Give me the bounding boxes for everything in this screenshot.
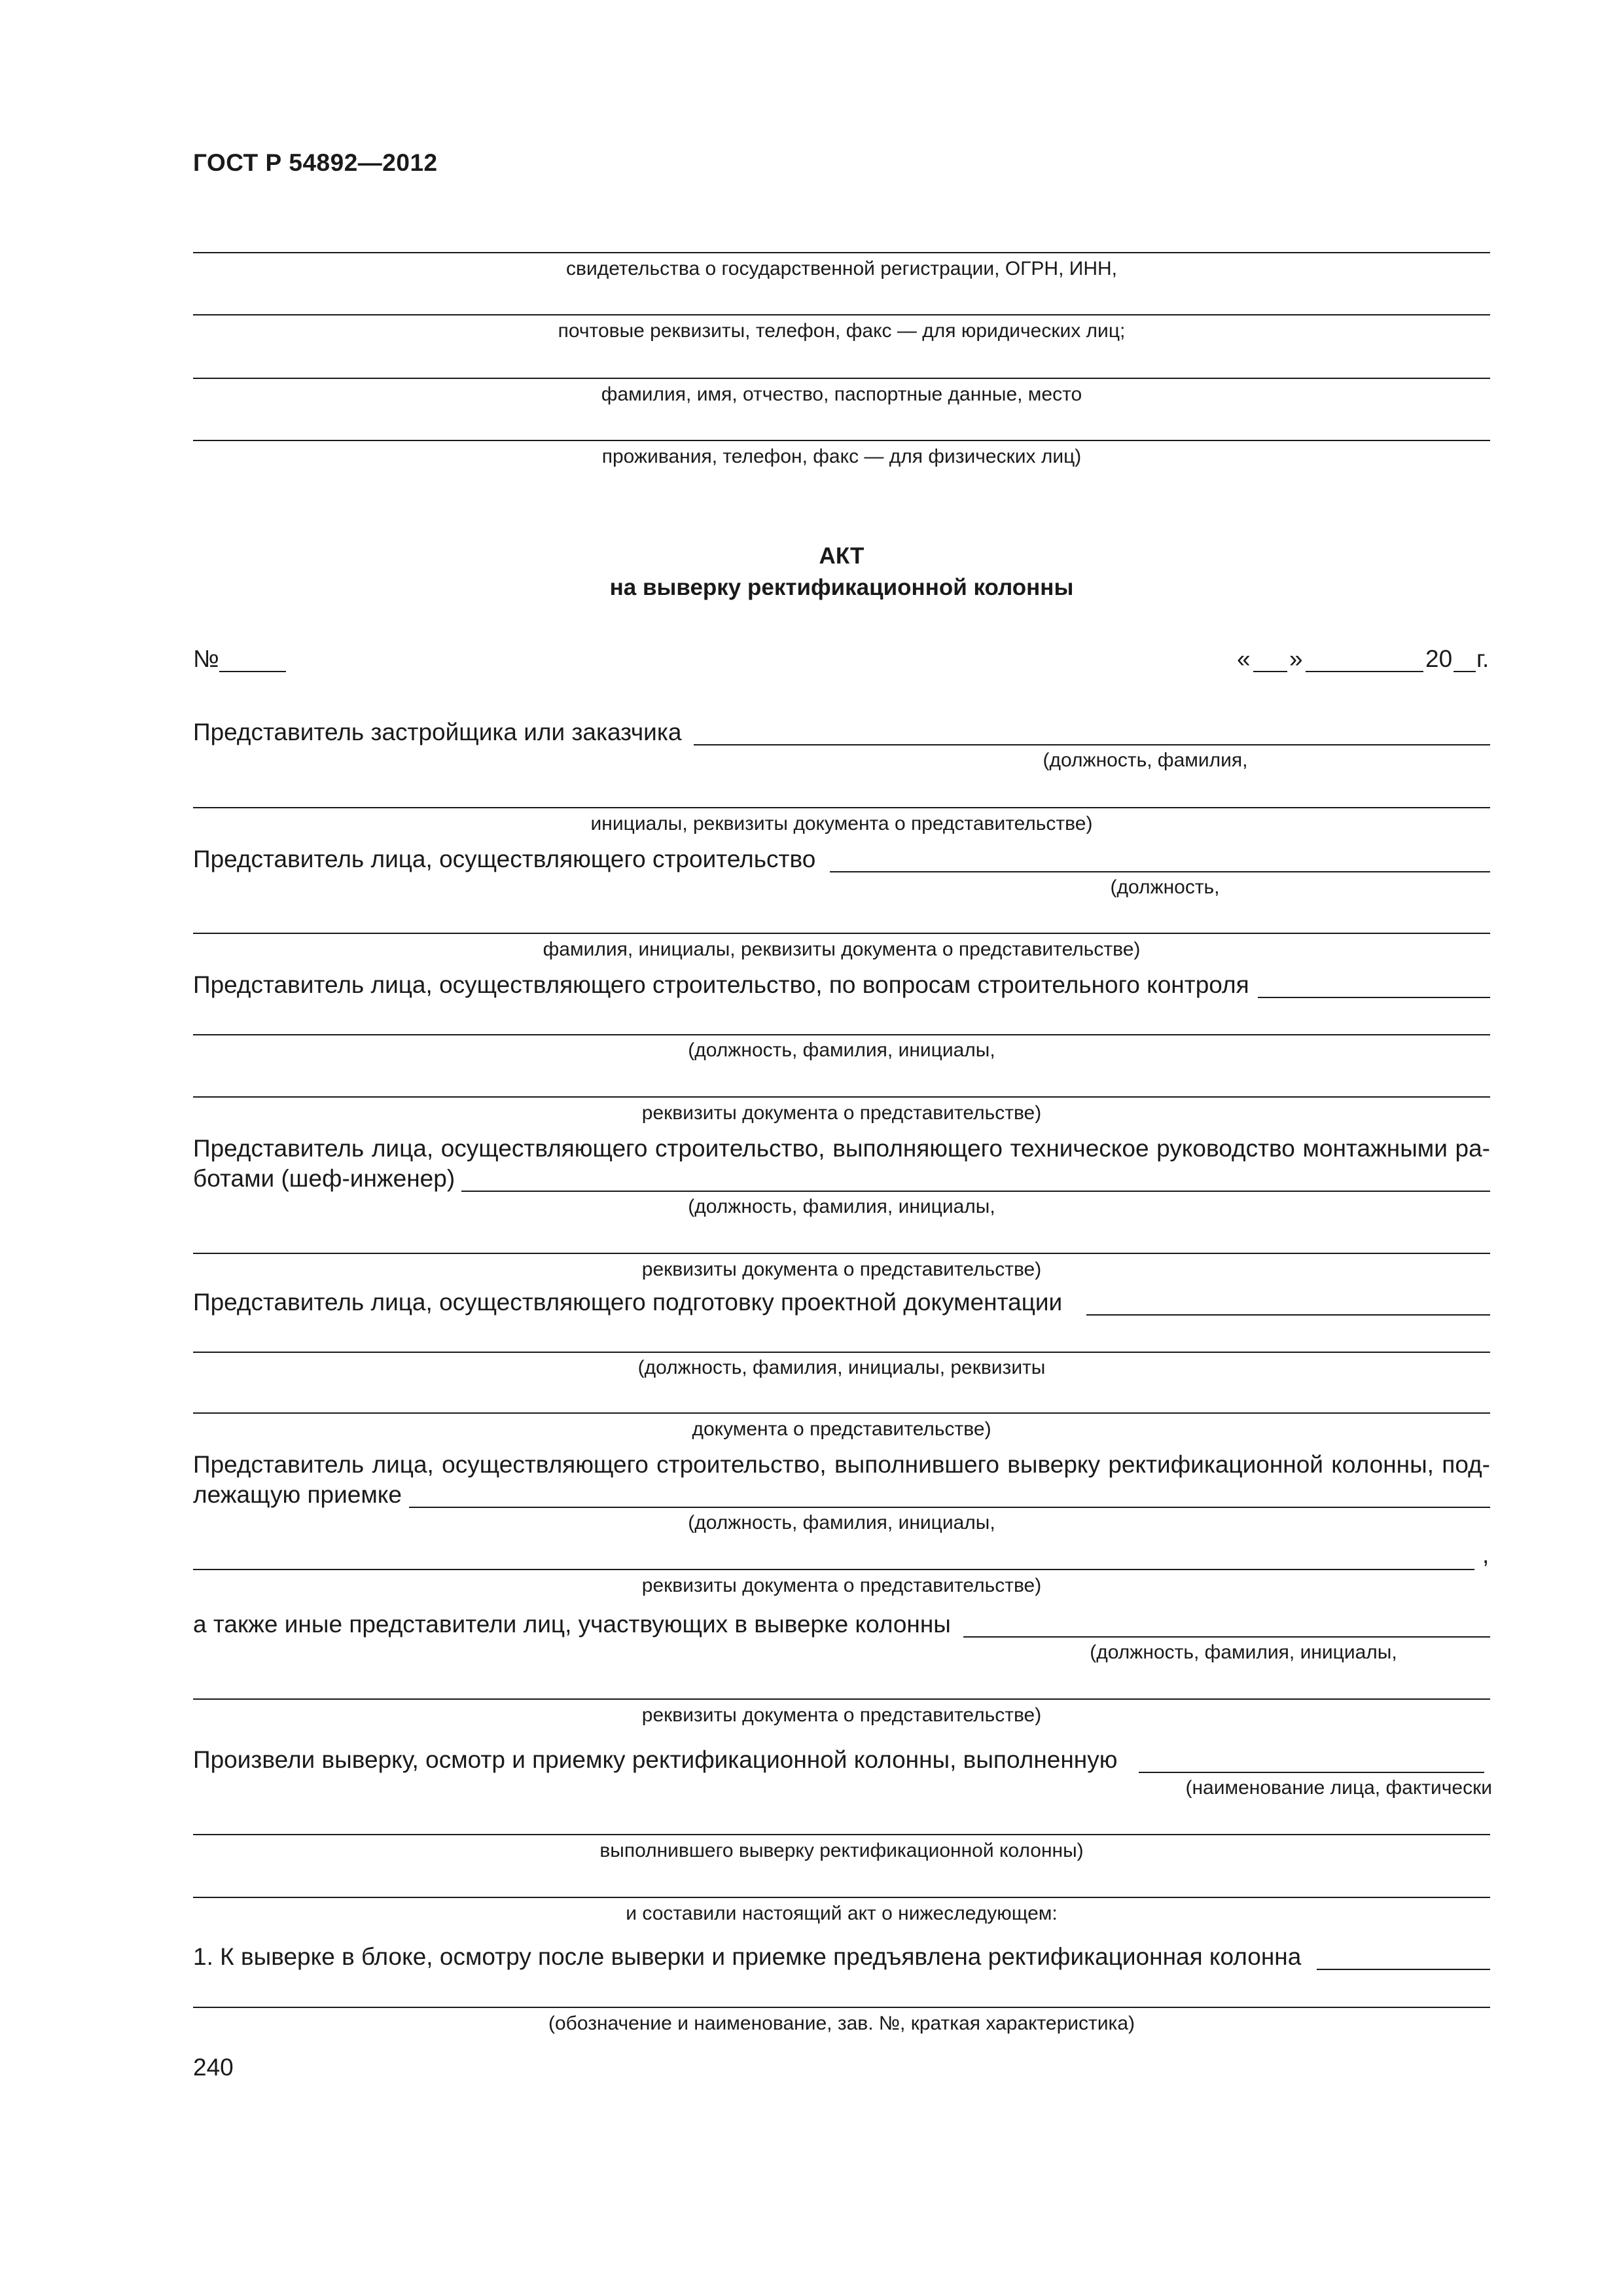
date-year-suffix: г.: [1476, 645, 1489, 672]
designer-rep-field-2[interactable]: [193, 1352, 1490, 1353]
item-1-field[interactable]: [1317, 1969, 1490, 1970]
date-year-field[interactable]: [1454, 671, 1476, 672]
chief-engineer-field[interactable]: [461, 1191, 1490, 1192]
builder-rep-field-2[interactable]: [193, 933, 1490, 934]
chief-engineer-label-line-1: Представитель лица, осуществляющего строительство, выполняющего техническое руководство монтажными ра-: [193, 1135, 1490, 1162]
chief-engineer-caption-2: реквизиты документа о представительстве): [641, 1259, 1042, 1280]
other-reps-caption-1: (должность, фамилия, инициалы,: [1090, 1641, 1397, 1663]
date-year-prefix: 20: [1425, 645, 1453, 672]
developer-rep-label: Представитель застройщика или заказчика: [193, 719, 682, 745]
designer-rep-caption-2: документа о представительстве): [692, 1418, 991, 1440]
date-close-quote: »: [1289, 645, 1303, 672]
developer-rep-field-2[interactable]: [193, 807, 1490, 808]
requisites-caption-3: фамилия, имя, отчество, паспортные данные, место: [601, 384, 1082, 405]
chief-engineer-field-2[interactable]: [193, 1253, 1490, 1254]
control-rep-field-2[interactable]: [193, 1034, 1490, 1035]
chief-engineer-label-line-2: ботами (шеф-инженер): [193, 1165, 455, 1192]
chief-engineer-caption-1: (должность, фамилия, инициалы,: [688, 1196, 995, 1217]
date-open-quote: «: [1237, 645, 1251, 672]
item-1-caption: (обозначение и наименование, зав. №, краткая характеристика): [548, 2013, 1135, 2034]
item-1-label: 1. К выверке в блоке, осмотру после выверки и приемке предъявлена ректификационная колонна: [193, 1943, 1302, 1970]
requisites-caption-1: свидетельства о государственной регистрации, ОГРН, ИНН,: [566, 258, 1117, 279]
requisites-caption-2: почтовые реквизиты, телефон, факс — для юридических лиц;: [558, 320, 1126, 342]
requisites-line-3[interactable]: [193, 378, 1490, 379]
designer-rep-field-3[interactable]: [193, 1412, 1490, 1414]
builder-rep-caption-1: (должность,: [1110, 876, 1220, 898]
designer-rep-field[interactable]: [1086, 1314, 1490, 1316]
developer-rep-caption-2: инициалы, реквизиты документа о представительстве): [590, 813, 1093, 834]
performed-caption-1: (наименование лица, фактически: [1185, 1777, 1492, 1799]
builder-rep-field[interactable]: [830, 871, 1490, 872]
performed-caption-2: выполнившего выверку ректификационной колонны): [599, 1840, 1084, 1861]
performed-field[interactable]: [1139, 1772, 1484, 1773]
performed-field-2[interactable]: [193, 1834, 1490, 1835]
performer-rep-field-2[interactable]: [193, 1569, 1474, 1570]
date-month-field[interactable]: [1306, 671, 1423, 672]
builder-rep-label: Представитель лица, осуществляющего строительство: [193, 846, 816, 872]
control-rep-field[interactable]: [1258, 997, 1490, 998]
control-rep-caption-1: (должность, фамилия, инициалы,: [688, 1039, 995, 1061]
page-number: 240: [193, 2054, 234, 2081]
item-1-field-2[interactable]: [193, 2007, 1490, 2008]
requisites-line-1[interactable]: [193, 252, 1490, 253]
control-rep-label: Представитель лица, осуществляющего строительство, по вопросам строительного контроля: [193, 971, 1249, 998]
designer-rep-label: Представитель лица, осуществляющего подготовку проектной документации: [193, 1289, 1063, 1316]
control-rep-field-3[interactable]: [193, 1096, 1490, 1098]
other-reps-field[interactable]: [963, 1636, 1490, 1638]
developer-rep-field[interactable]: [694, 744, 1490, 745]
developer-rep-caption-1: (должность, фамилия,: [1043, 749, 1248, 771]
other-reps-label: а также иные представители лиц, участвующих в выверке колонны: [193, 1611, 951, 1638]
requisites-caption-4: проживания, телефон, факс — для физических лиц): [601, 446, 1082, 467]
performer-rep-comma: ,: [1482, 1541, 1489, 1568]
requisites-line-2[interactable]: [193, 314, 1490, 315]
act-number-label: №: [193, 645, 219, 672]
act-title: АКТ: [819, 543, 865, 569]
date-day-field[interactable]: [1253, 671, 1287, 672]
performer-rep-field[interactable]: [409, 1507, 1490, 1508]
act-number-field[interactable]: [219, 671, 286, 672]
builder-rep-caption-2: фамилия, инициалы, реквизиты документа о представительстве): [543, 939, 1141, 960]
act-subtitle: на выверку ректификационной колонны: [609, 575, 1074, 600]
performed-field-3[interactable]: [193, 1897, 1490, 1898]
designer-rep-caption-1: (должность, фамилия, инициалы, реквизиты: [637, 1357, 1046, 1378]
performer-rep-caption-2: реквизиты документа о представительстве): [641, 1575, 1042, 1596]
performed-label: Произвели выверку, осмотр и приемку ректификационной колонны, выполненную: [193, 1746, 1118, 1773]
performer-rep-label-line-1: Представитель лица, осуществляющего строительство, выполнившего выверку ректификационной колонны, под-: [193, 1451, 1490, 1478]
requisites-line-4[interactable]: [193, 440, 1490, 441]
document-header: ГОСТ Р 54892—2012: [193, 149, 438, 176]
performer-rep-caption-1: (должность, фамилия, инициалы,: [688, 1512, 995, 1534]
performer-rep-label-line-2: лежащую приемке: [193, 1481, 402, 1508]
other-reps-caption-2: реквизиты документа о представительстве): [641, 1704, 1042, 1726]
performed-caption-3: и составили настоящий акт о нижеследующем:: [626, 1903, 1058, 1924]
control-rep-caption-2: реквизиты документа о представительстве): [641, 1102, 1042, 1124]
other-reps-field-2[interactable]: [193, 1698, 1490, 1700]
